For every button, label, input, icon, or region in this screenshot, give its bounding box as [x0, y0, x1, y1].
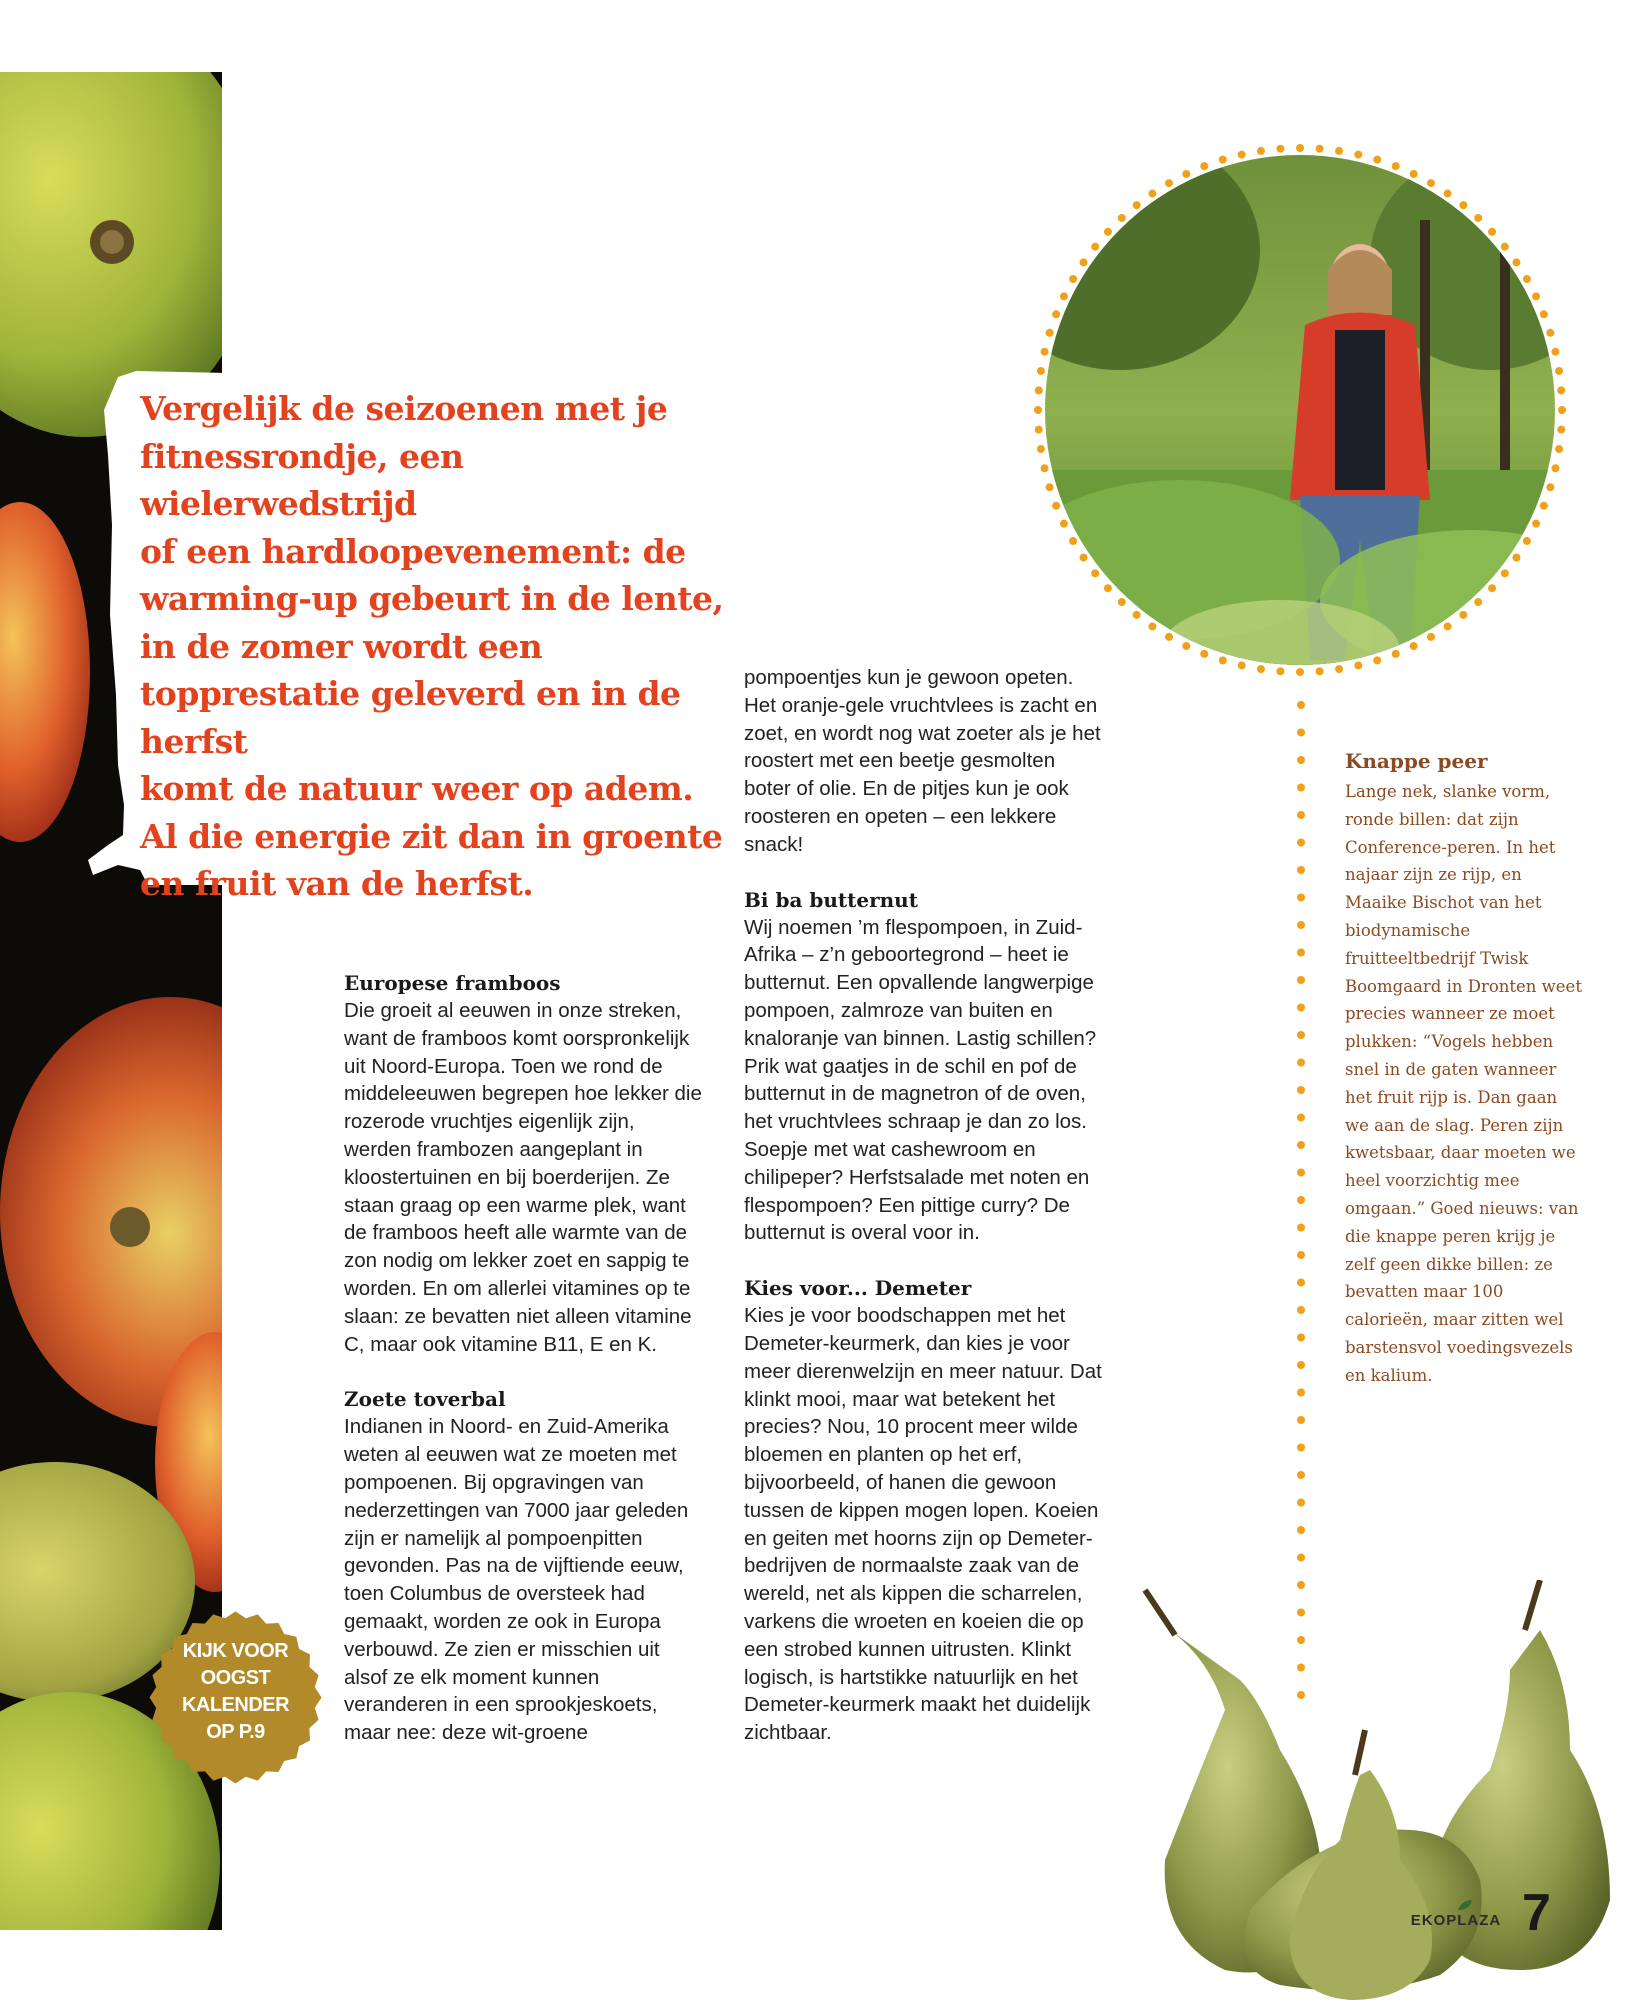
border-dot: [1046, 483, 1054, 491]
border-dot: [1335, 665, 1343, 673]
border-dot: [1257, 147, 1265, 155]
border-dot: [1052, 310, 1060, 318]
pull-quote: Vergelijk de seizoenen met je fitnessrondje, een wielerwedstrijd of een hardloopevenement: de warming-up gebeurt in de lente, in de zomer wordt een topprestatie geleverd en in de herfst komt de natuur weer op adem. Al die energie zit dan in groente en fruit van de herfst.: [140, 389, 724, 903]
border-dot: [1091, 243, 1099, 251]
badge-text: KIJK VOOR OOGST KALENDER OP P.9: [181, 1640, 290, 1743]
border-dot: [1041, 464, 1049, 472]
border-dot: [1118, 598, 1126, 606]
border-dot: [1148, 190, 1156, 198]
divider-dot: [1297, 921, 1305, 929]
dotted-divider: [1296, 700, 1306, 1720]
border-dot: [1052, 502, 1060, 510]
border-dot: [1296, 144, 1304, 152]
border-dot: [1557, 386, 1565, 394]
border-dot: [1316, 145, 1324, 153]
border-dot: [1296, 668, 1304, 676]
divider-dot: [1297, 1416, 1305, 1424]
border-dot: [1546, 483, 1554, 491]
divider-dot: [1297, 1004, 1305, 1012]
divider-dot: [1297, 1526, 1305, 1534]
border-dot: [1459, 201, 1467, 209]
divider-dot: [1297, 784, 1305, 792]
border-dot: [1532, 292, 1540, 300]
divider-dot: [1297, 1196, 1305, 1204]
sidebar-heading: Knappe peer: [1345, 749, 1488, 773]
border-dot: [1069, 537, 1077, 545]
border-dot: [1488, 228, 1496, 236]
divider-dot: [1297, 866, 1305, 874]
border-dot: [1035, 386, 1043, 394]
border-dot: [1557, 426, 1565, 434]
border-dot: [1523, 275, 1531, 283]
border-dot: [1474, 214, 1482, 222]
border-dot: [1238, 151, 1246, 159]
border-dot: [1551, 464, 1559, 472]
border-dot: [1133, 201, 1141, 209]
border-dot: [1501, 243, 1509, 251]
divider-dot: [1297, 1499, 1305, 1507]
border-dot: [1276, 145, 1284, 153]
border-dot: [1104, 584, 1112, 592]
divider-dot: [1297, 1114, 1305, 1122]
border-dot: [1392, 162, 1400, 170]
section-heading: Bi ba butternut: [744, 887, 918, 912]
border-dot: [1037, 367, 1045, 375]
border-dot: [1427, 633, 1435, 641]
divider-dot: [1297, 1444, 1305, 1452]
divider-dot: [1297, 1169, 1305, 1177]
border-dot: [1373, 156, 1381, 164]
border-dot: [1133, 611, 1141, 619]
divider-dot: [1297, 1224, 1305, 1232]
border-dot: [1546, 329, 1554, 337]
border-dot: [1540, 502, 1548, 510]
divider-dot: [1297, 1141, 1305, 1149]
column-1: [344, 970, 704, 1747]
border-dot: [1257, 665, 1265, 673]
border-dot: [1444, 622, 1452, 630]
divider-dot: [1297, 894, 1305, 902]
border-dot: [1219, 656, 1227, 664]
section-body: Kies je voor boodschappen met het Demeter-keurmerk, dan kies je voor meer dierenwelzijn en meer natuur. Dat klinkt mooi, maar wat betekent het precies? Nou, 10 procent meer wilde bloemen en planten op het erf, bijvoorbeeld, of hanen die gewoon tussen de kippen mogen lopen. Koeien en geiten met hoorns zijn op Demeter-bedrijven de normaalste zaak van de wereld, net als kippen die scharrelen, varkens die wroeten en koeien die op een strobed kunnen uitrusten. Klinkt logisch, is hartstikke natuurlijk en het Demeter-keurmerk maakt het duidelijk zichtbaar.: [744, 1304, 1102, 1745]
divider-dot: [1297, 1389, 1305, 1397]
border-dot: [1354, 151, 1362, 159]
divider-dot: [1297, 1554, 1305, 1562]
border-dot: [1501, 569, 1509, 577]
divider-dot: [1297, 1251, 1305, 1259]
border-dot: [1474, 598, 1482, 606]
ekoplaza-logo: EKOPLAZA: [1410, 1912, 1502, 1929]
portrait-photo: [1030, 140, 1570, 680]
border-dot: [1069, 275, 1077, 283]
border-dot: [1219, 156, 1227, 164]
divider-dot: [1297, 839, 1305, 847]
border-dot: [1080, 258, 1088, 266]
section-heading: Kies voor... Demeter: [744, 1276, 972, 1301]
border-dot: [1080, 554, 1088, 562]
divider-dot: [1297, 1361, 1305, 1369]
divider-dot: [1297, 1086, 1305, 1094]
border-dot: [1046, 329, 1054, 337]
border-dot: [1459, 611, 1467, 619]
border-dot: [1540, 310, 1548, 318]
section-heading: Europese framboos: [344, 971, 561, 995]
border-dot: [1060, 520, 1068, 528]
divider-dot: [1297, 1279, 1305, 1287]
border-dot: [1276, 667, 1284, 675]
divider-dot: [1297, 811, 1305, 819]
border-dot: [1034, 406, 1042, 414]
divider-dot: [1297, 1471, 1305, 1479]
section-heading: Zoete toverbal: [344, 1387, 506, 1412]
border-dot: [1555, 445, 1563, 453]
border-dot: [1410, 170, 1418, 178]
border-dot: [1427, 179, 1435, 187]
border-dot: [1104, 228, 1112, 236]
border-dot: [1182, 642, 1190, 650]
border-dot: [1165, 633, 1173, 641]
border-dot: [1410, 642, 1418, 650]
border-dot: [1200, 162, 1208, 170]
divider-dot: [1297, 976, 1305, 984]
section-body: pompoentjes kun je gewoon opeten. Het oranje-gele vruchtvlees is zacht en zoet, en wordt nog wat zoeter als je het roostert met een beetje gesmolten boter of olie. En de pitjes kun je ook roosteren en opeten – een lekkere snack!: [744, 666, 1101, 856]
divider-dot: [1297, 756, 1305, 764]
divider-dot: [1297, 1334, 1305, 1342]
border-dot: [1316, 667, 1324, 675]
divider-dot: [1297, 729, 1305, 737]
section-body: Indianen in Noord- en Zuid-Amerika weten al eeuwen wat ze moeten met pompoenen. Bij opgravingen van nederzettingen van 7000 jaar geleden zijn er namelijk al pompoenpitten gevonden. Pas na de vijftiende eeuw, toen Columbus de oversteek had gemaakt, worden ze ook in Europa verbouwd. Ze zien er misschien uit alsof ze elk moment kunnen veranderen in een sprookjeskoets, maar nee: deze wit-groene: [344, 1415, 689, 1745]
border-dot: [1558, 406, 1566, 414]
border-dot: [1523, 537, 1531, 545]
border-dot: [1444, 190, 1452, 198]
border-dot: [1354, 661, 1362, 669]
divider-dot: [1297, 1031, 1305, 1039]
sidebar: [1345, 748, 1585, 1390]
column-2: [744, 664, 1104, 1747]
border-dot: [1551, 348, 1559, 356]
border-dot: [1488, 584, 1496, 592]
border-dot: [1182, 170, 1190, 178]
divider-dot: [1297, 1306, 1305, 1314]
border-dot: [1392, 650, 1400, 658]
border-dot: [1200, 650, 1208, 658]
border-dot: [1238, 661, 1246, 669]
border-dot: [1165, 179, 1173, 187]
border-dot: [1091, 569, 1099, 577]
border-dot: [1532, 520, 1540, 528]
border-dot: [1148, 622, 1156, 630]
border-dot: [1555, 367, 1563, 375]
border-dot: [1060, 292, 1068, 300]
sidebar-body: Lange nek, slanke vorm, ronde billen: dat zijn Conference-peren. In het najaar zijn ze rijp, en Maaike Bischot van het biodynamische fruitteeltbedrijf Twisk Boomgaard in Dronten weet precies wanneer ze moet plukken: “Vogels hebben snel in de gaten wanneer het fruit rijp is. Dan gaan we aan de slag. Peren zijn kwetsbaar, daar moeten we heel voorzichtig mee omgaan.” Goed nieuws: van die knappe peren krijg je zelf geen dikke billen: ze bevatten maar 100 calorieën, maar zitten wel barstensvol voedingsvezels en kalium.: [1345, 782, 1582, 1385]
border-dot: [1373, 656, 1381, 664]
border-dot: [1035, 426, 1043, 434]
border-dot: [1335, 147, 1343, 155]
page-number: 7: [1522, 1884, 1551, 1942]
border-dot: [1512, 554, 1520, 562]
border-dot: [1118, 214, 1126, 222]
pears-photo: [1140, 1580, 1643, 2000]
divider-dot: [1297, 949, 1305, 957]
section-body: Wij noemen ’m flespompoen, in Zuid-Afrika – z’n geboortegrond – heet ie butternut. Een opvallende langwerpige pompoen, zalmroze van buiten en knaloranje van binnen. Lastig schillen? Prik wat gaatjes in de schil en pof de butternut in de magnetron of de oven, het vruchtvlees schraap je dan zo los. Soepje met wat cashewroom en chilipeper? Herfstsalade met noten en flespompoen? Een pittige curry? De butternut is overal voor in.: [744, 915, 1097, 1245]
divider-dot: [1297, 1059, 1305, 1067]
border-dot: [1037, 445, 1045, 453]
border-dot: [1512, 258, 1520, 266]
border-dot: [1041, 348, 1049, 356]
section-body: Die groeit al eeuwen in onze streken, want de framboos komt oorspronkelijk uit Noord-Europa. Toen we rond de middeleeuwen begrepen hoe lekker die rozerode vruchtjes eigenlijk zijn, werden frambozen aangeplant in kloostertuinen en bij boerderijen. Ze staan graag op een warme plek, want de framboos heeft alle warmte van de zon nodig om lekker zoet en sappig te worden. En om allerlei vitamines op te slaan: ze bevatten niet alleen vitamine C, maar ook vitamine B11, E en K.: [344, 999, 702, 1356]
divider-dot: [1297, 701, 1305, 709]
